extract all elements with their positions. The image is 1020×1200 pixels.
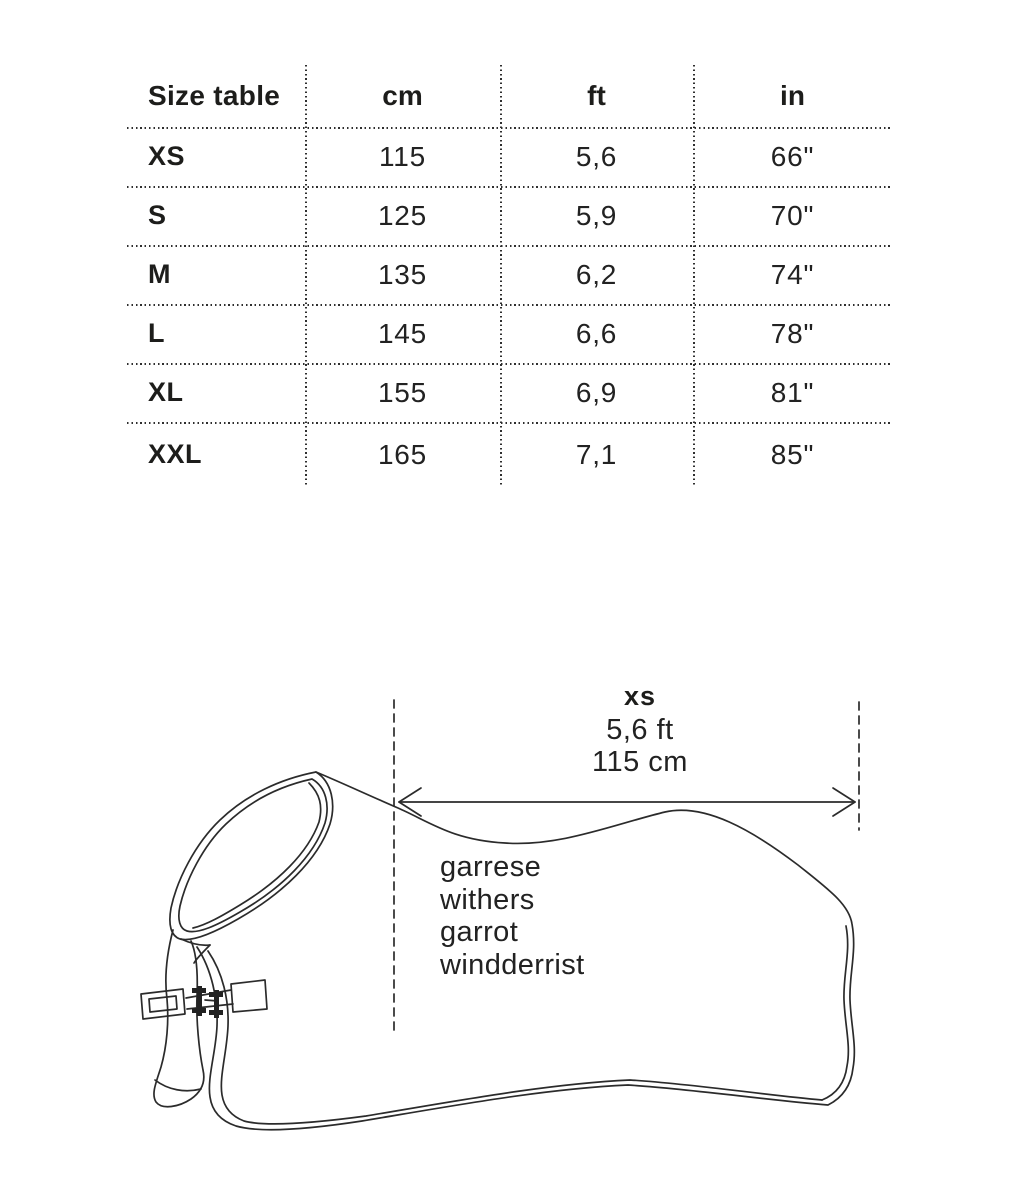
cm-cell: 115 — [378, 140, 427, 172]
withers-label-fr: garrot — [440, 916, 519, 948]
in-cell: 81" — [770, 376, 815, 408]
column-header-cm: cm — [382, 80, 423, 111]
in-cell: 85" — [770, 438, 815, 470]
ft-cell: 5,6 — [575, 140, 618, 172]
withers-label-de: windderrist — [440, 948, 585, 981]
column-header-in: in — [780, 80, 805, 111]
cm-cell: 145 — [377, 317, 428, 349]
neck-opening — [170, 772, 333, 963]
in-cell: 70" — [770, 199, 815, 231]
withers-labels — [440, 851, 585, 981]
cm-cell: 135 — [377, 258, 428, 290]
size-cell: XL — [148, 377, 184, 407]
cm-cell: 155 — [377, 376, 428, 408]
ft-cell: 6,2 — [575, 258, 618, 290]
size-cell: M — [148, 259, 171, 289]
size-cell: S — [148, 200, 167, 230]
table-title: Size table — [148, 80, 281, 111]
withers-label-en: withers — [440, 883, 535, 916]
ft-cell: 6,6 — [575, 317, 618, 349]
ft-cell: 5,9 — [575, 199, 618, 231]
cm-cell: 125 — [377, 199, 428, 231]
withers-label-it: garrese — [440, 851, 542, 883]
size-cell: L — [148, 318, 165, 348]
in-cell: 74" — [770, 258, 815, 290]
in-cell: 66" — [770, 140, 815, 172]
size-cell: XS — [148, 141, 186, 171]
ft-cell: 6,9 — [575, 376, 618, 408]
diagram-size-label: xs — [623, 681, 657, 711]
cm-cell: 165 — [377, 438, 428, 470]
chest-strap — [141, 980, 267, 1019]
chest-flap — [154, 930, 204, 1107]
in-cell: 78" — [770, 317, 815, 349]
measurement-arrow — [399, 788, 855, 816]
size-cell: XXL — [148, 439, 203, 469]
diagram-ft-value: 5,6 ft — [606, 714, 674, 746]
column-header-ft: ft — [587, 80, 606, 111]
ft-cell: 7,1 — [575, 438, 618, 470]
diagram-cm-value: 115 cm — [592, 746, 688, 778]
